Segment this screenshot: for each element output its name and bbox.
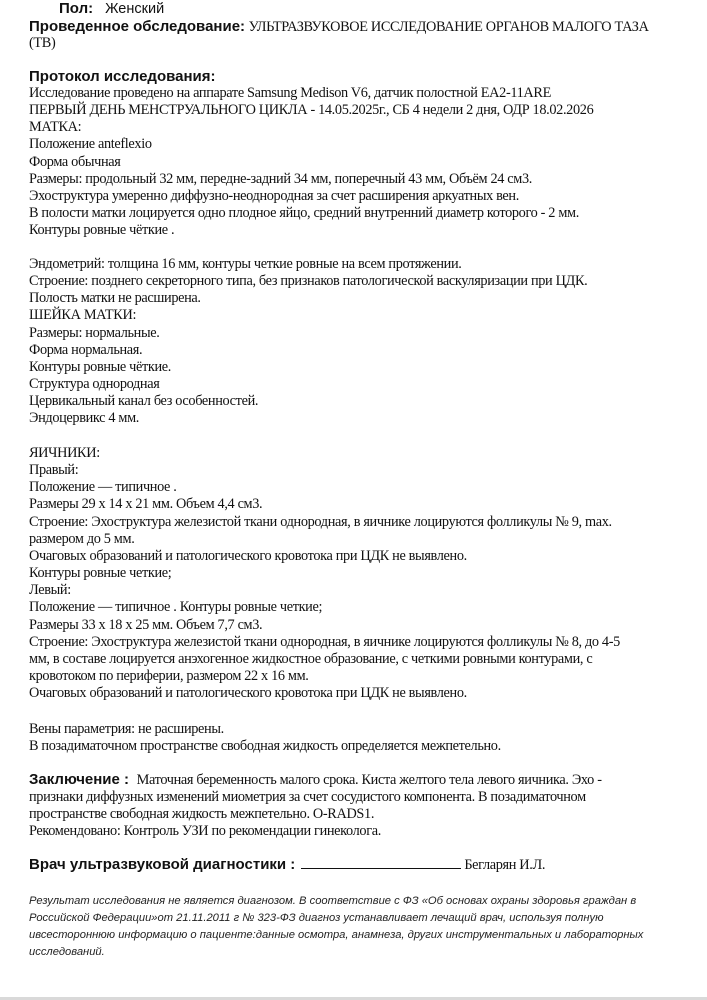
uterus-detail-line: Форма нормальная. <box>29 341 143 358</box>
exam-value-cont: (ТВ) <box>29 35 56 51</box>
parametrium-line: В позадиматочном пространстве свободная жидкость определяется межпетельно. <box>29 738 501 755</box>
conclusion-row <box>29 771 602 789</box>
protocol-line: МАТКА: <box>29 119 82 136</box>
patient-sex-row <box>59 0 164 18</box>
disclaimer-line-1: Результат исследования не является диагнозом. В соответствие с ФЗ «Об основах охраны здоровья граждан в <box>29 895 637 907</box>
ovary-line: Левый: <box>29 582 71 599</box>
uterus-detail-line: Размеры: нормальные. <box>29 324 160 341</box>
conclusion-text-1: Маточная беременность малого срока. Киста желтого тела левого яичника. Эхо - <box>136 772 602 788</box>
ovary-line: Положение — типичное . <box>29 479 177 496</box>
uterus-detail-line: Строение: позднего секреторного типа, без признаков патологической васкуляризации при ЦДК. <box>29 273 588 290</box>
uterus-detail-line: Эндоцервикс 4 мм. <box>29 410 140 427</box>
doctor-label: Врач ультразвуковой диагностики : <box>29 856 296 873</box>
ovary-line: кровотоком по периферии, размером 22 x 16 мм. <box>29 667 309 684</box>
ovary-line: Размеры 29 x 14 x 21 мм. Объем 4,4 см3. <box>29 496 263 513</box>
ovary-line: Размеры 33 x 18 x 25 мм. Объем 7,7 см3. <box>29 616 263 633</box>
ovary-line: Очаговых образований и патологического кровотока при ЦДК не выявлено. <box>29 685 467 702</box>
sex-label: Пол: <box>59 0 94 17</box>
conclusion-text-3: пространстве свободная жидкость межпетельно. O-RADS1. <box>29 806 375 822</box>
ovary-line: размером до 5 мм. <box>29 530 135 547</box>
protocol-line: Форма обычная <box>29 153 121 170</box>
ovary-line: ЯИЧНИКИ: <box>29 445 100 461</box>
uterus-detail-line: Полость матки не расширена. <box>29 290 201 307</box>
ovary-line: Контуры ровные четкие; <box>29 565 172 582</box>
protocol-line: ПЕРВЫЙ ДЕНЬ МЕНСТРУАЛЬНОГО ЦИКЛА - 14.05.2025г., СБ 4 недели 2 дня, ОДР 18.02.2026 <box>29 102 594 119</box>
conclusion-text-2: признаки диффузных изменений миометрия за счет сосудистого компонента. В позадиматочном <box>29 789 586 805</box>
disclaimer-line-2: Российской Федерации»от 21.11.2011 г № 323-ФЗ диагноз устанавливает лечащий врач, используя полную <box>29 912 604 924</box>
exam-label: Проведенное обследование: <box>29 18 246 35</box>
uterus-detail-line: Контуры ровные чёткие. <box>29 358 171 375</box>
exam-value: УЛЬТРАЗВУКОВОЕ ИССЛЕДОВАНИЕ ОРГАНОВ МАЛОГО ТАЗА <box>248 19 649 35</box>
ovary-line: Строение: Эхоструктура железистой ткани однородная, в яичнике лоцируются фолликулы № 8, до 4-5 <box>29 633 620 650</box>
ovary-line: Очаговых образований и патологического кровотока при ЦДК не выявлено. <box>29 547 467 564</box>
ovary-line: Строение: Эхоструктура железистой ткани однородная, в яичнике лоцируются фолликулы № 9, max. <box>29 513 612 530</box>
protocol-line: Эхоструктура умеренно диффузно-неоднородная за счет расширения аркуатных вен. <box>29 187 519 204</box>
doctor-name: Бегларян И.Л. <box>464 857 546 873</box>
ovary-line: мм, в составе лоцируется анэхогенное жидкостное образование, с четкими ровными контурами, с <box>29 650 593 667</box>
protocol-line: Положение anteflexio <box>29 136 152 153</box>
protocol-line: Исследование проведено на аппарате Samsung Medison V6, датчик полостной EA2-11ARE <box>29 85 551 101</box>
doctor-row <box>29 856 545 874</box>
conclusion-label: Заключение : <box>29 771 130 788</box>
uterus-detail-line: Эндометрий: толщина 16 мм, контуры четкие ровные на всем протяжении. <box>29 256 462 272</box>
ovary-line: Правый: <box>29 462 79 479</box>
protocol-title: Протокол исследования: <box>29 68 216 85</box>
disclaimer-line-3: ивсестороннюю информацию о пациенте:данные осмотра, анамнеза, других инструментальных и лабораторных <box>29 929 644 941</box>
protocol-line: Размеры: продольный 32 мм, передне-задний 34 мм, поперечный 43 мм, Объём 24 см3. <box>29 170 533 187</box>
uterus-detail-line: Цервикальный канал без особенностей. <box>29 393 259 410</box>
ovary-line: Положение — типичное . Контуры ровные четкие; <box>29 599 323 616</box>
sex-value: Женский <box>105 1 165 17</box>
exam-row <box>29 18 649 36</box>
disclaimer-line-4: исследований. <box>29 946 105 958</box>
uterus-detail-line: ШЕЙКА МАТКИ: <box>29 307 137 324</box>
signature-line <box>301 856 461 869</box>
parametrium-line: Вены параметрия: не расширены. <box>29 721 224 737</box>
protocol-line: Контуры ровные чёткие . <box>29 222 175 239</box>
recommendation-text: Рекомендовано: Контроль УЗИ по рекомендации гинеколога. <box>29 823 381 839</box>
protocol-line: В полости матки лоцируется одно плодное яйцо, средний внутренний диаметр которого - 2 мм. <box>29 205 579 222</box>
uterus-detail-line: Структура однородная <box>29 376 160 393</box>
